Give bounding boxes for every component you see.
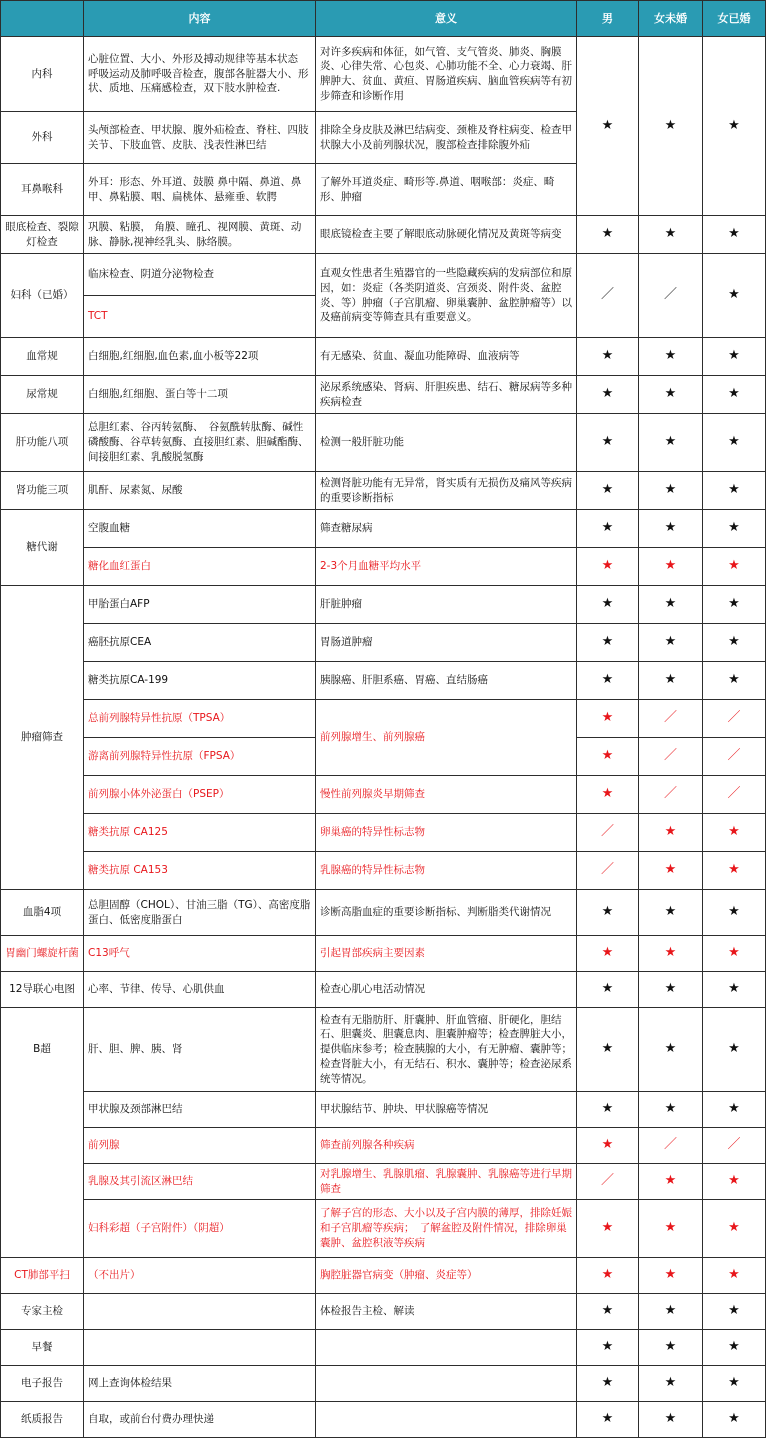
category-cell: 12导联心电图 [1, 972, 84, 1008]
male-mark: ★ [577, 1200, 639, 1258]
content-cell [84, 1294, 316, 1330]
content-cell: 临床检查、阴道分泌物检查 [84, 254, 316, 296]
category-cell: 专家主检 [1, 1294, 84, 1330]
content-cell: 网上查询体检结果 [84, 1366, 316, 1402]
meaning-cell [316, 1402, 577, 1438]
female-married-mark: ★ [703, 1366, 766, 1402]
table-row [1, 548, 766, 586]
header-content: 内容 [84, 1, 316, 37]
meaning-cell: 泌尿系统感染、肾病、肝胆疾患、结石、糖尿病等多种疾病检查 [316, 376, 577, 414]
content-cell: 前列腺小体外泌蛋白（PSEP） [84, 776, 316, 814]
female-married-mark: ★ [703, 1294, 766, 1330]
meaning-cell: 检测一般肝脏功能 [316, 414, 577, 472]
content-cell: 白细胞,红细胞、蛋白等十二项 [84, 376, 316, 414]
category-cell: 肿瘤筛查 [1, 586, 84, 890]
male-mark: ★ [577, 662, 639, 700]
female-single-mark: ★ [639, 1402, 703, 1438]
female-married-mark: ／ [703, 776, 766, 814]
content-cell: 甲状腺及颈部淋巴结 [84, 1092, 316, 1128]
female-single-mark: ★ [639, 852, 703, 890]
content-cell: 癌胚抗原CEA [84, 624, 316, 662]
female-single-mark: ／ [639, 1128, 703, 1164]
table-row [1, 890, 766, 936]
female-married-mark: ★ [703, 472, 766, 510]
female-single-mark: ★ [639, 216, 703, 254]
table-row [1, 1008, 766, 1092]
female-married-mark: ★ [703, 37, 766, 216]
female-married-mark: ★ [703, 1008, 766, 1092]
male-mark: ★ [577, 936, 639, 972]
meaning-cell: 检查心肌心电活动情况 [316, 972, 577, 1008]
female-single-mark: ★ [639, 1164, 703, 1200]
meaning-cell: 胃肠道肿瘤 [316, 624, 577, 662]
female-single-mark: ★ [639, 1092, 703, 1128]
content-cell: 妇科彩超（子宫附件）（阴超） [84, 1200, 316, 1258]
female-single-mark: ／ [639, 254, 703, 338]
female-married-mark: ／ [703, 1128, 766, 1164]
female-single-mark: ／ [639, 738, 703, 776]
content-cell: 头颅部检查、甲状腺、腹外疝检查、脊柱、四肢关节、下肢血管、皮肤、浅表性淋巴结 [84, 112, 316, 164]
meaning-cell: 有无感染、贫血、凝血功能障碍、血液病等 [316, 338, 577, 376]
female-married-mark: ★ [703, 376, 766, 414]
category-cell: 内科 [1, 37, 84, 112]
meaning-cell: 筛查糖尿病 [316, 510, 577, 548]
female-single-mark: ★ [639, 624, 703, 662]
male-mark: ★ [577, 890, 639, 936]
male-mark: ★ [577, 216, 639, 254]
content-cell: 糖类抗原CA-199 [84, 662, 316, 700]
content-cell: （不出片） [84, 1258, 316, 1294]
female-married-mark: ★ [703, 890, 766, 936]
content-cell: 自取，或前台付费办理快递 [84, 1402, 316, 1438]
meaning-cell: 卵巢癌的特异性标志物 [316, 814, 577, 852]
female-married-mark: ★ [703, 1200, 766, 1258]
male-mark: ★ [577, 1402, 639, 1438]
content-cell: 游离前列腺特异性抗原（FPSA） [84, 738, 316, 776]
content-cell: 外耳：形态、外耳道、鼓膜 鼻中隔、鼻道、鼻甲、鼻粘膜、咽、扁桃体、悬雍垂、软腭 [84, 164, 316, 216]
female-married-mark: ★ [703, 1092, 766, 1128]
category-cell: B超 [1, 1008, 84, 1258]
category-cell: 血常规 [1, 338, 84, 376]
category-cell: 妇科（已婚） [1, 254, 84, 338]
table-row [1, 936, 766, 972]
female-married-mark: ★ [703, 510, 766, 548]
female-married-mark: ★ [703, 414, 766, 472]
content-cell: 巩膜、粘膜， 角膜、瞳孔、视网膜、黄斑、动脉、静脉,视神经乳头、脉络膜。 [84, 216, 316, 254]
table-row [1, 37, 766, 112]
table-row [1, 662, 766, 700]
female-single-mark: ★ [639, 1294, 703, 1330]
female-single-mark: ★ [639, 37, 703, 216]
content-cell: 总前列腺特异性抗原（TPSA） [84, 700, 316, 738]
male-mark: ★ [577, 338, 639, 376]
table-row [1, 586, 766, 624]
table-row [1, 254, 766, 296]
female-single-mark: ★ [639, 1330, 703, 1366]
male-mark: ★ [577, 1092, 639, 1128]
content-cell [84, 1330, 316, 1366]
meaning-cell: 2-3个月血糖平均水平 [316, 548, 577, 586]
female-married-mark: ★ [703, 972, 766, 1008]
header-category [1, 1, 84, 37]
category-cell: 眼底检查、裂隙灯检查 [1, 216, 84, 254]
meaning-cell: 胸腔脏器官病变（肿瘤、炎症等） [316, 1258, 577, 1294]
category-cell: 电子报告 [1, 1366, 84, 1402]
female-single-mark: ★ [639, 472, 703, 510]
table-row [1, 338, 766, 376]
header-male: 男 [577, 1, 639, 37]
meaning-cell: 胰腺癌、肝胆系癌、胃癌、直结肠癌 [316, 662, 577, 700]
meaning-cell: 检测肾脏功能有无异常，肾实质有无损伤及痛风等疾病的重要诊断指标 [316, 472, 577, 510]
category-cell: 外科 [1, 112, 84, 164]
female-married-mark: ／ [703, 738, 766, 776]
meaning-cell: 对许多疾病和体征，如气管、支气管炎、肺炎、胸膜炎、心律失常、心包炎、心肺功能不全、心力衰竭、肝脾肿大、贫血、黄疸、胃肠道疾病、脑血管疾病等有初步筛查和诊断作用 [316, 37, 577, 112]
female-married-mark: ★ [703, 814, 766, 852]
female-married-mark: ★ [703, 216, 766, 254]
female-single-mark: ★ [639, 662, 703, 700]
meaning-cell: 排除全身皮肤及淋巴结病变、颈椎及脊柱病变、检查甲状腺大小及前列腺状况，腹部检查排除腹外疝 [316, 112, 577, 164]
table-row [1, 510, 766, 548]
female-married-mark: ★ [703, 662, 766, 700]
meaning-cell: 眼底镜检查主要了解眼底动脉硬化情况及黄斑等病变 [316, 216, 577, 254]
table-row [1, 700, 766, 738]
female-single-mark: ★ [639, 548, 703, 586]
category-cell: 血脂4项 [1, 890, 84, 936]
category-cell: 胃幽门螺旋杆菌 [1, 936, 84, 972]
content-cell: 乳腺及其引流区淋巴结 [84, 1164, 316, 1200]
female-married-mark: ★ [703, 1402, 766, 1438]
table-row [1, 1200, 766, 1258]
content-cell: 总胆固醇（CHOL）、甘油三脂（TG）、高密度脂蛋白、低密度脂蛋白 [84, 890, 316, 936]
female-single-mark: ★ [639, 1366, 703, 1402]
content-cell: 肌酐、尿素氮、尿酸 [84, 472, 316, 510]
content-cell: 心率、节律、传导、心肌供血 [84, 972, 316, 1008]
female-single-mark: ★ [639, 338, 703, 376]
meaning-cell: 前列腺增生、前列腺癌 [316, 700, 577, 776]
content-cell: 糖化血红蛋白 [84, 548, 316, 586]
category-cell: 肾功能三项 [1, 472, 84, 510]
male-mark: ★ [577, 37, 639, 216]
table-row [1, 1366, 766, 1402]
female-married-mark: ★ [703, 338, 766, 376]
male-mark: ★ [577, 586, 639, 624]
meaning-cell: 对乳腺增生、乳腺肌瘤、乳腺囊肿、乳腺癌等进行早期筛查 [316, 1164, 577, 1200]
content-cell: 肝、胆、脾、胰、肾 [84, 1008, 316, 1092]
female-single-mark: ★ [639, 414, 703, 472]
female-married-mark: ★ [703, 1164, 766, 1200]
header-row [1, 1, 766, 37]
female-single-mark: ★ [639, 376, 703, 414]
content-cell: 总胆红素、谷丙转氨酶、 谷氨酰转肽酶、碱性磷酸酶、谷草转氨酶、直接胆红素、胆碱酯酶、间接胆红素、乳酸脱氢酶 [84, 414, 316, 472]
female-single-mark: ★ [639, 1008, 703, 1092]
meaning-cell: 甲状腺结节、肿块、甲状腺癌等情况 [316, 1092, 577, 1128]
category-cell: 尿常规 [1, 376, 84, 414]
table-row [1, 1128, 766, 1164]
meaning-cell: 了解外耳道炎症、畸形等.鼻道、咽喉部：炎症、畸形、肿瘤 [316, 164, 577, 216]
table-row [1, 472, 766, 510]
male-mark: ★ [577, 472, 639, 510]
meaning-cell: 体检报告主检、解读 [316, 1294, 577, 1330]
table-row [1, 1294, 766, 1330]
table-row [1, 216, 766, 254]
female-married-mark: ★ [703, 936, 766, 972]
meaning-cell: 筛查前列腺各种疾病 [316, 1128, 577, 1164]
female-single-mark: ★ [639, 1258, 703, 1294]
table-row [1, 1164, 766, 1200]
category-cell: 耳鼻喉科 [1, 164, 84, 216]
male-mark: ／ [577, 852, 639, 890]
category-cell: CT肺部平扫 [1, 1258, 84, 1294]
category-cell: 肝功能八项 [1, 414, 84, 472]
table-row [1, 814, 766, 852]
content-cell: 空腹血糖 [84, 510, 316, 548]
content-cell: 糖类抗原 CA153 [84, 852, 316, 890]
meaning-cell: 诊断高脂血症的重要诊断指标、判断脂类代谢情况 [316, 890, 577, 936]
male-mark: ★ [577, 972, 639, 1008]
female-single-mark: ★ [639, 814, 703, 852]
content-cell: 白细胞,红细胞,血色素,血小板等22项 [84, 338, 316, 376]
female-single-mark: ／ [639, 700, 703, 738]
table-row [1, 1092, 766, 1128]
female-married-mark: ★ [703, 1330, 766, 1366]
male-mark: ／ [577, 814, 639, 852]
male-mark: ★ [577, 776, 639, 814]
male-mark: ★ [577, 1330, 639, 1366]
meaning-cell [316, 1366, 577, 1402]
meaning-cell: 了解子宫的形态、大小以及子宫内膜的薄厚，排除妊娠和子宫肌瘤等疾病； 了解盆腔及附件情况，排除卵巢囊肿、盆腔积液等疾病 [316, 1200, 577, 1258]
meaning-cell: 直观女性患者生殖器官的一些隐藏疾病的发病部位和原因，如：炎症（各类阴道炎、宫颈炎、附件炎、盆腔炎、等）肿瘤（子宫肌瘤、卵巢囊肿、盆腔肿瘤等）以及癌前病变等筛查具有重要意义。 [316, 254, 577, 338]
male-mark: ★ [577, 1128, 639, 1164]
male-mark: ★ [577, 510, 639, 548]
female-single-mark: ★ [639, 1200, 703, 1258]
category-cell: 糖代谢 [1, 510, 84, 586]
header-female-single: 女未婚 [639, 1, 703, 37]
male-mark: ★ [577, 738, 639, 776]
table-row [1, 1258, 766, 1294]
meaning-cell: 肝脏肿瘤 [316, 586, 577, 624]
content-cell: 糖类抗原 CA125 [84, 814, 316, 852]
male-mark: ／ [577, 1164, 639, 1200]
female-single-mark: ★ [639, 510, 703, 548]
meaning-cell: 引起胃部疾病主要因素 [316, 936, 577, 972]
table-row [1, 852, 766, 890]
header-meaning: 意义 [316, 1, 577, 37]
content-cell: TCT [84, 296, 316, 338]
female-single-mark: ★ [639, 890, 703, 936]
category-cell: 纸质报告 [1, 1402, 84, 1438]
female-married-mark: ／ [703, 700, 766, 738]
category-cell: 早餐 [1, 1330, 84, 1366]
header-female-married: 女已婚 [703, 1, 766, 37]
meaning-cell: 乳腺癌的特异性标志物 [316, 852, 577, 890]
female-single-mark: ★ [639, 586, 703, 624]
female-married-mark: ★ [703, 586, 766, 624]
male-mark: ★ [577, 414, 639, 472]
table-row [1, 376, 766, 414]
male-mark: ／ [577, 254, 639, 338]
male-mark: ★ [577, 1366, 639, 1402]
content-cell: C13呼气 [84, 936, 316, 972]
table-row [1, 414, 766, 472]
female-single-mark: ／ [639, 776, 703, 814]
meaning-cell: 慢性前列腺炎早期筛查 [316, 776, 577, 814]
female-single-mark: ★ [639, 972, 703, 1008]
meaning-cell: 检查有无脂肪肝、肝囊肿、肝血管瘤、肝硬化，胆结石、胆囊炎、胆囊息肉、胆囊肿瘤等；检查脾脏大小，提供临床参考；检查胰腺的大小，有无肿瘤、囊肿等；检查肾脏大小，有无结石、积水、囊肿等；检查泌尿系统等情况。 [316, 1008, 577, 1092]
content-cell: 心脏位置、大小、外形及搏动规律等基本状态 呼吸运动及肺呼吸音检查，腹部各脏器大小、形状、质地、压痛感检查，双下肢水肿检查. [84, 37, 316, 112]
table-row [1, 1330, 766, 1366]
table-row [1, 776, 766, 814]
female-married-mark: ★ [703, 624, 766, 662]
male-mark: ★ [577, 1294, 639, 1330]
male-mark: ★ [577, 1008, 639, 1092]
meaning-cell [316, 1330, 577, 1366]
content-cell: 前列腺 [84, 1128, 316, 1164]
female-married-mark: ★ [703, 1258, 766, 1294]
table-row [1, 624, 766, 662]
male-mark: ★ [577, 548, 639, 586]
female-single-mark: ★ [639, 936, 703, 972]
female-married-mark: ★ [703, 852, 766, 890]
table-row [1, 1402, 766, 1438]
female-married-mark: ★ [703, 254, 766, 338]
male-mark: ★ [577, 700, 639, 738]
content-cell: 甲胎蛋白AFP [84, 586, 316, 624]
female-married-mark: ★ [703, 548, 766, 586]
male-mark: ★ [577, 376, 639, 414]
male-mark: ★ [577, 624, 639, 662]
table-row [1, 972, 766, 1008]
male-mark: ★ [577, 1258, 639, 1294]
